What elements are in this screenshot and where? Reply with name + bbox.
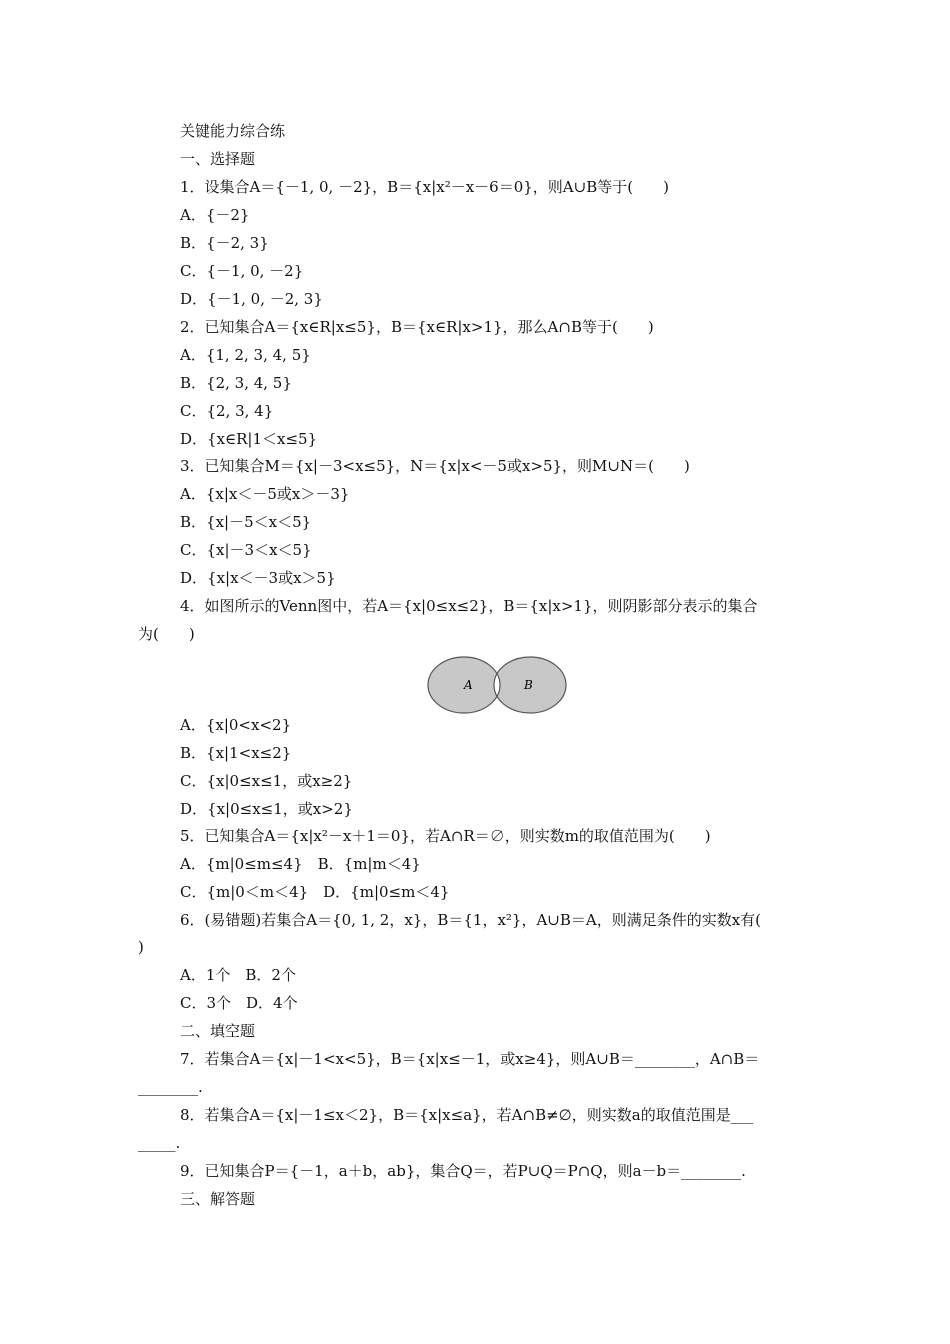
question-7-stem-line-1: 7．若集合A＝{x|－1<x<5}，B＝{x|x≤－1，或x≥4}，则A∪B＝________，A∩B＝ <box>180 1050 760 1068</box>
question-3-stem: 3．已知集合M＝{x|－3<x≤5}，N＝{x|x<－5或x>5}，则M∪N＝( ) <box>180 457 690 475</box>
question-3-option-a: A．{x|x＜－5或x＞－3} <box>180 485 350 503</box>
question-2-option-a: A．{1, 2, 3, 4, 5} <box>180 346 311 364</box>
question-5-options-ab: A．{m|0≤m≤4} B．{m|m＜4} <box>180 855 421 873</box>
question-1-option-c: C．{－1, 0, －2} <box>180 262 304 280</box>
venn-label-b: B <box>524 678 533 692</box>
venn-diagram <box>426 655 568 715</box>
question-8-stem-line-1: 8．若集合A＝{x|－1≤x＜2}，B＝{x|x≤a}，若A∩B≠∅，则实数a的取值范围是___ <box>180 1106 754 1124</box>
section-heading-choice: 一、选择题 <box>180 150 256 168</box>
question-2-option-d: D．{x∈R|1＜x≤5} <box>180 430 318 448</box>
question-1-option-a: A．{－2} <box>180 206 250 224</box>
question-4-stem-line-1: 4．如图所示的Venn图中，若A＝{x|0≤x≤2}，B＝{x|x>1}，则阴影部分表示的集合 <box>180 597 758 615</box>
question-2-option-c: C．{2, 3, 4} <box>180 402 274 420</box>
question-4-option-b: B．{x|1<x≤2} <box>180 744 292 762</box>
section-heading-fill: 二、填空题 <box>180 1022 256 1040</box>
section-heading-answer: 三、解答题 <box>180 1190 256 1208</box>
question-7-stem-line-2: ________. <box>138 1078 203 1096</box>
question-3-option-c: C．{x|－3＜x＜5} <box>180 541 312 559</box>
question-4-option-d: D．{x|0≤x≤1，或x>2} <box>180 800 353 818</box>
question-6-stem-line-1: 6．(易错题)若集合A＝{0, 1, 2，x}，B＝{1，x²}，A∪B＝A，则满足条件的实数x有( <box>180 911 762 929</box>
venn-label-a: A <box>464 678 473 692</box>
question-4-option-a: A．{x|0<x<2} <box>180 716 292 734</box>
question-6-options-ab: A．1个 B．2个 <box>180 966 296 984</box>
question-3-option-b: B．{x|－5＜x＜5} <box>180 513 312 531</box>
question-1-stem: 1．设集合A＝{－1, 0, －2}，B＝{x|x²－x－6＝0}，则A∪B等于( ) <box>180 178 669 196</box>
question-1-option-d: D．{－1, 0, －2, 3} <box>180 290 323 308</box>
question-2-option-b: B．{2, 3, 4, 5} <box>180 374 292 392</box>
question-4-option-c: C．{x|0≤x≤1，或x≥2} <box>180 772 353 790</box>
question-9-stem: 9．已知集合P＝{－1，a＋b，ab}，集合Q＝，若P∪Q＝P∩Q，则a－b＝________. <box>180 1162 746 1180</box>
question-1-option-b: B．{－2, 3} <box>180 234 269 252</box>
question-2-stem: 2．已知集合A＝{x∈R|x≤5}，B＝{x∈R|x>1}，那么A∩B等于( ) <box>180 318 654 336</box>
question-6-stem-line-2: ) <box>138 938 144 956</box>
question-4-stem-line-2: 为( ) <box>138 625 195 643</box>
doc-title: 关键能力综合练 <box>180 122 286 140</box>
question-5-options-cd: C．{m|0＜m＜4} D．{m|0≤m＜4} <box>180 883 450 901</box>
question-3-option-d: D．{x|x＜－3或x＞5} <box>180 569 336 587</box>
question-8-stem-line-2: _____. <box>138 1134 181 1152</box>
question-6-options-cd: C．3个 D．4个 <box>180 994 298 1012</box>
question-5-stem: 5．已知集合A＝{x|x²－x＋1＝0}，若A∩R＝∅，则实数m的取值范围为( ) <box>180 827 711 845</box>
